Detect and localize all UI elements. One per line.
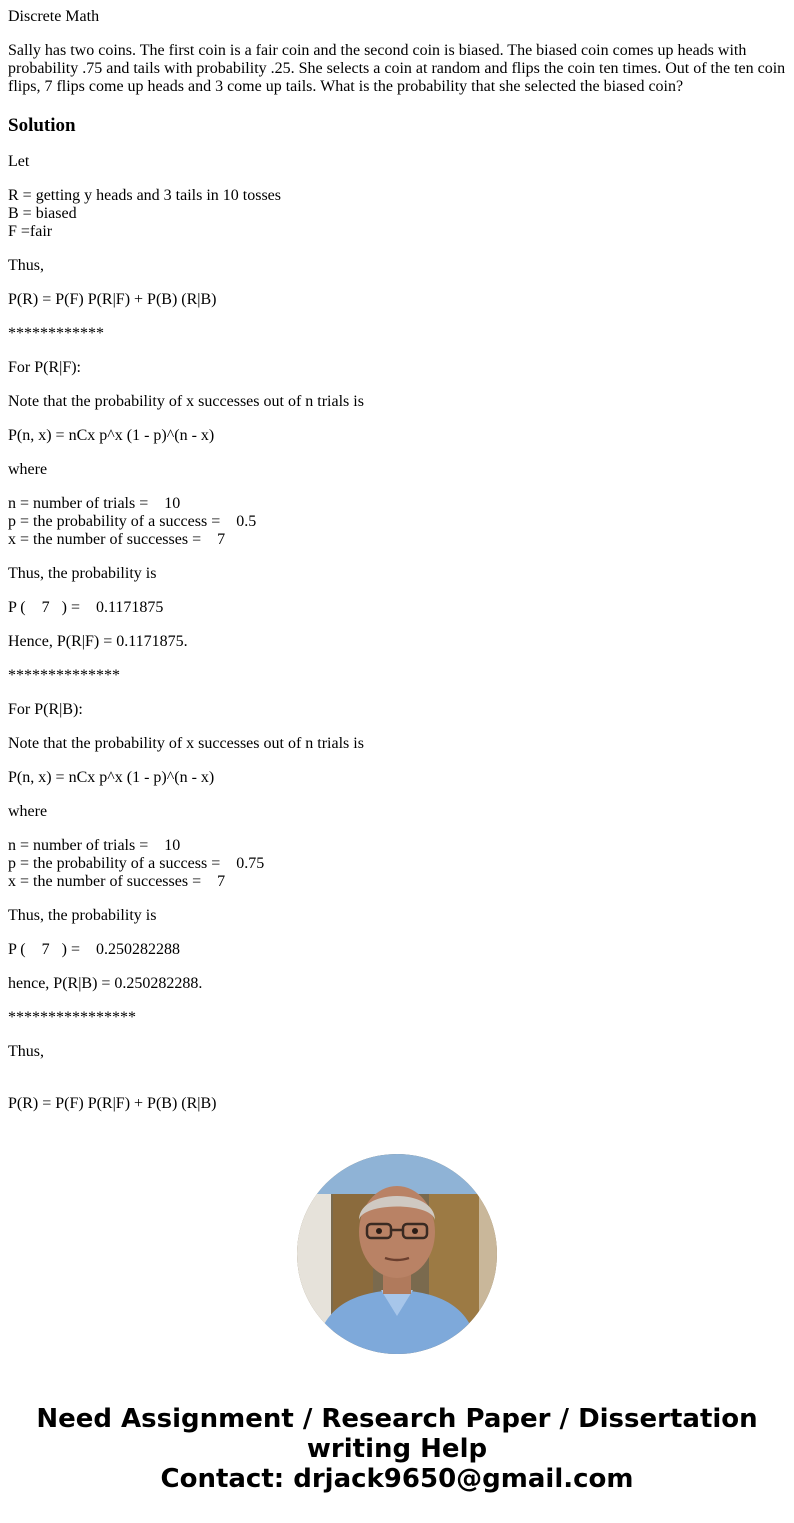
promo-contact: Contact: drjack9650@gmail.com [160,1464,634,1494]
fair-where: where [8,461,48,478]
total-probability-formula: P(R) = P(F) P(R|F) + P(B) (R|B) [8,291,217,308]
fair-param-p: p = the probability of a success = 0.5 [8,513,257,530]
avatar [297,1154,497,1354]
fair-param-n: n = number of trials = 10 [8,495,181,512]
thus-text: Thus, [8,1043,44,1060]
fair-result: P ( 7 ) = 0.1171875 [8,599,164,616]
definition-b: B = biased [8,205,77,222]
definition-r: R = getting y heads and 3 tails in 10 tosses [8,187,281,204]
thus-text: Thus, [8,257,44,274]
biased-where: where [8,803,48,820]
author-portrait-icon [297,1154,497,1354]
separator-stars: **************** [8,1009,136,1026]
fair-params [8,495,788,549]
total-probability-formula-cut: P(R) = P(F) P(R|F) + P(B) (R|B) [8,1095,217,1112]
biased-param-p: p = the probability of a success = 0.75 [8,855,265,872]
biased-hence: hence, P(R|B) = 0.250282288. [8,975,203,992]
definitions-list [8,187,788,241]
document-body [8,0,788,1124]
fair-note: Note that the probability of x successes out of n trials is [8,393,364,410]
biased-param-x: x = the number of successes = 7 [8,873,226,890]
biased-note: Note that the probability of x successes out of n trials is [8,735,364,752]
separator-stars: ************** [8,667,120,684]
promo-line-1: Need Assignment / Research Paper / Dissertation [36,1404,758,1434]
biased-param-n: n = number of trials = 10 [8,837,181,854]
promo-line-2: writing Help [306,1434,488,1464]
fair-formula: P(n, x) = nCx p^x (1 - p)^(n - x) [8,427,215,444]
let-text: Let [8,153,30,170]
promo-text [0,1404,794,1494]
separator-stars: ************ [8,325,104,342]
fair-param-x: x = the number of successes = 7 [8,531,226,548]
definition-f: F =fair [8,223,53,240]
solution-heading: Solution [8,115,76,136]
fair-heading: For P(R|F): [8,359,81,376]
biased-thus: Thus, the probability is [8,907,157,924]
biased-heading: For P(R|B): [8,701,83,718]
fair-hence: Hence, P(R|F) = 0.1171875. [8,633,188,650]
subject-title: Discrete Math [8,8,100,25]
biased-formula: P(n, x) = nCx p^x (1 - p)^(n - x) [8,769,215,786]
question-text: Sally has two coins. The first coin is a fair coin and the second coin is biased. The biased coin comes up heads with probability .75 and tails with probability .25. She selects a coin at random and flips the coin ten times. Out of the ten coin flips, 7 flips come up heads and 3 come up tails. What is the probability that she selected the biased coin? [8,42,786,95]
fair-thus: Thus, the probability is [8,565,157,582]
biased-params [8,837,788,891]
biased-result: P ( 7 ) = 0.250282288 [8,941,180,958]
promo-banner [0,1124,794,1523]
